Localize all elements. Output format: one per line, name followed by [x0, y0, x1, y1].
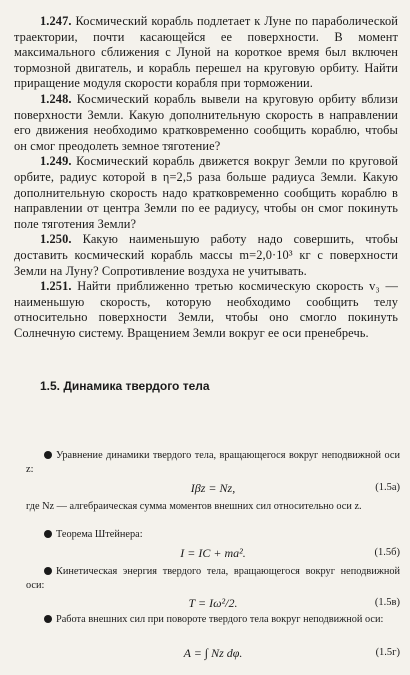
problem-text: Космический корабль подлетает к Луне по параболической траектории, почти касающейся ее поверхности. В момент максимального сближения с Луной на короткое время был включен тормозной двигатель, и корабль перешел на круговую орбиту. Найти приращение модуля скорости корабля при торможении.	[14, 14, 398, 91]
problem-number: 1.251.	[40, 279, 72, 294]
bullet-icon	[44, 615, 52, 623]
problems-list	[14, 14, 398, 341]
formula-text: I = IC + ma².	[180, 546, 246, 560]
theory-kinetic-energy	[26, 565, 400, 592]
formula-text: T = Iω²/2.	[188, 596, 238, 610]
problem-text: Какую наименьшую работу надо совершить, чтобы доставить космический корабль массы m=2,0·10³ кг с поверхности Земли на Луну? Сопротивление воздуха не учитывать.	[14, 232, 398, 278]
problem-text: Космический корабль вывели на круговую орбиту вблизи поверхности Земли. Какую дополнительную скорость в направлении его движения необходимо кратковременно сообщить кораблю, чтобы он смог преодолеть земное тяготение?	[14, 91, 399, 153]
bullet-icon	[44, 567, 52, 575]
equation-number: (1.5г)	[375, 647, 400, 658]
formula-1-5v	[26, 595, 400, 611]
equation-number: (1.5а)	[375, 482, 400, 493]
theory-text: Уравнение динамики твердого тела, вращающегося вокруг неподвижной оси z:	[26, 450, 400, 475]
problem-number: 1.249.	[40, 154, 72, 169]
formula-text: A = ∫ Nz dφ.	[183, 646, 243, 660]
problem-number: 1.250.	[40, 232, 72, 247]
problem-1-250	[14, 232, 398, 279]
bullet-icon	[44, 530, 52, 538]
problem-1-249	[14, 154, 398, 232]
theory-steiner	[26, 528, 400, 542]
theory-moment-definition	[26, 500, 400, 514]
problem-number: 1.248.	[40, 91, 72, 106]
theory-rotation-dynamics	[26, 449, 400, 476]
formula-1-5a	[26, 480, 400, 496]
problem-number: 1.247.	[40, 14, 72, 28]
problem-1-251	[14, 279, 398, 341]
equation-number: (1.5б)	[374, 547, 400, 558]
theory-text: где Nz — алгебраическая сумма моментов внешних сил относительно оси z.	[26, 501, 362, 512]
theory-text: Работа внешних сил при повороте твердого тела вокруг неподвижной оси:	[56, 614, 384, 625]
problem-text: Найти приближенно третью космическую скорость v₃ — наименьшую скорость, которую необходимо сообщить телу относительно поверхности Земли, чтобы оно смогло покинуть Солнечную систему. Вращением Земли вокруг ее оси пренебречь.	[14, 279, 399, 340]
bullet-icon	[44, 451, 52, 459]
theory-text: Кинетическая энергия твердого тела, вращающегося вокруг неподвижной оси:	[26, 566, 400, 591]
equation-number: (1.5в)	[374, 597, 400, 608]
formula-text: Iβz = Nz,	[190, 481, 236, 495]
problem-1-247	[14, 14, 398, 92]
theory-text: Теорема Штейнера:	[56, 529, 143, 540]
formula-1-5b	[26, 545, 400, 561]
problem-text: Космический корабль движется вокруг Земли по круговой орбите, радиус которой в η=2,5 раза больше радиуса Земли. Какую дополнительную скорость надо кратковременно сообщить кораблю в направлении от центра Земли по ее радиусу, чтобы он смог покинуть поле тяготения Земли?	[14, 154, 398, 231]
formula-1-5g	[26, 645, 400, 661]
theory-work	[26, 613, 400, 627]
section-heading: 1.5. Динамика твердого тела	[40, 379, 210, 393]
problem-1-248	[14, 92, 398, 154]
